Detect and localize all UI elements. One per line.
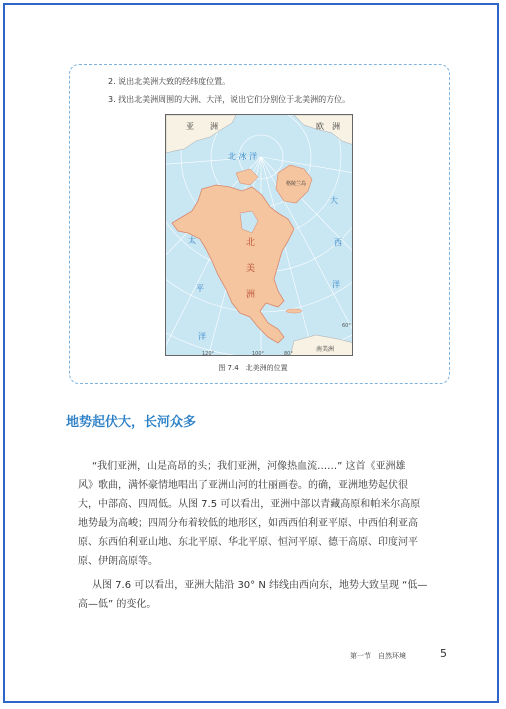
label-deg-120: 120°	[202, 351, 215, 356]
question-3: 3. 找出北美洲周围的大洲、大洋，说出它们分别位于北美洲的方位。	[108, 95, 351, 104]
caribbean-islands	[286, 309, 302, 313]
paragraph-line: “我们亚洲，山是高昂的头；我们亚洲，河像热血流……” 这首《亚洲雄	[92, 461, 406, 472]
label-pacific-2: 平	[196, 284, 204, 293]
paragraph-line: 原、伊朗高原等。	[78, 556, 158, 567]
label-atlantic-1: 大	[330, 196, 338, 205]
label-atlantic-2: 西	[334, 238, 342, 247]
figure-caption: 图 7.4 北美洲的位置	[218, 364, 288, 372]
paragraph-line: 风》歌曲，满怀豪情地唱出了亚洲山河的壮丽画卷。的确，亚洲地势起伏很	[78, 480, 408, 491]
label-north-america-1: 北	[246, 238, 256, 248]
label-deg-80: 80°	[284, 351, 293, 356]
label-south-america: 南美洲	[316, 346, 335, 353]
label-europe: 欧 洲	[316, 122, 340, 131]
paragraph-line: 大，中部高、四周低。从图 7.5 可以看出，亚洲中部以青藏高原和帕米尔高原	[78, 499, 421, 510]
label-pacific-1: 太	[188, 236, 196, 245]
north-america-map	[165, 114, 353, 356]
label-asia: 亚 洲	[186, 122, 218, 131]
label-arctic-ocean: 北 冰 洋	[228, 152, 258, 161]
label-deg-100: 100°	[252, 351, 265, 356]
paragraph-line: 高—低” 的变化。	[78, 599, 157, 610]
paragraph-line: 地势最为高峻；四周分布着较低的地形区，如西西伯利亚平原、中西伯利亚高	[78, 518, 418, 529]
label-pacific-3: 洋	[198, 332, 206, 341]
label-greenland: 格陵兰岛	[286, 181, 307, 187]
label-atlantic-3: 洋	[332, 280, 340, 289]
label-deg-60: 60°	[342, 323, 351, 329]
paragraph-line: 原、东西伯利亚山地、东北平原、华北平原、恒河平原、德干高原、印度河平	[78, 537, 418, 548]
paragraph-line: 从图 7.6 可以看出，亚洲大陆沿 30° N 纬线由西向东，地势大致呈现 “低—	[92, 580, 428, 591]
map-svg	[166, 115, 353, 356]
section-heading: 地势起伏大，长河众多	[66, 415, 197, 430]
label-north-america-3: 洲	[246, 290, 256, 300]
question-2: 2. 说出北美洲大致的经纬度位置。	[108, 77, 231, 86]
footer-chapter: 第一节 自然环境	[350, 652, 406, 660]
label-north-america-2: 美	[246, 264, 256, 274]
page-number: 5	[440, 647, 447, 660]
